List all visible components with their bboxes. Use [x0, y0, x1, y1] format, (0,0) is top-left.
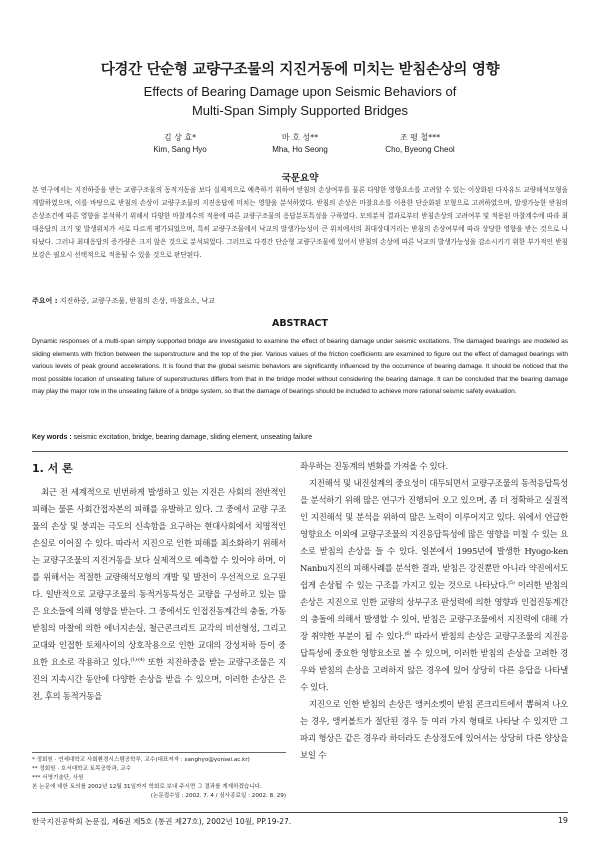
author-name-english: Cho, Byeong Cheol: [385, 145, 455, 154]
author-name-korean: 조 평 철***: [399, 133, 441, 142]
footnote: ** 정회원 · 호서대학교 토목공학과, 교수: [32, 766, 132, 772]
citation-ref: (5): [508, 580, 515, 587]
body-paragraph: 지진으로 인한 받침의 손상은 앵커소켓이 받침 콘크리트에서 뽑혀져 나오는 경우, 앵커볼트가 절단된 경우 등 여러 가지 형태로 나타날 수 있지만 그 파괴 형상은 같은 경우라 하더라도 손상정도에 있어서는 상당히 다른 양상을 보일 수: [300, 699, 568, 760]
author-2: [260, 132, 340, 156]
body-paragraph: [32, 484, 286, 705]
footnote: 본 논문에 대한 토의를 2002년 12월 31일까지 학회로 보내 주시면 그 결과를 게재하겠습니다.: [32, 784, 262, 790]
title-english: [0, 82, 600, 120]
body-text: 지진해석 및 내진설계의 중요성이 대두되면서 교량구조물의 동적응답특성을 분석하기 위해 많은 연구가 진행되어 오고 있으며, 좀 더 정확하고 실질적인 지진해석 및 분석을 위하여 많은 노력이 이루어지고 있다. 위에서 언급한 영향요소 이외에 교량구조물의 지진응답특성에 많은 영향을 미칠 수 있는 요소로 받침의 손상을 들 수 있다. 일본에서 1995년에 발생한 Hyogo-ken Nanbu지진의 피해사례를 분석한 결과, 받침은 강진뿐만 아니라 약진에서도 쉽게 손상될 수 있는 구조를 가지고 있는 것으로 나타났다.: [300, 478, 568, 590]
footer-divider: [32, 812, 568, 813]
english-keywords-label: Key words :: [32, 434, 72, 441]
author-name-korean: 마 호 성**: [281, 133, 319, 142]
english-abstract-heading: ABSTRACT: [271, 318, 329, 329]
korean-keywords: [32, 296, 215, 306]
citation-ref: (1)-(4): [130, 657, 145, 664]
author-3: [380, 132, 460, 156]
title-english-line-1: Effects of Bearing Damage upon Seismic Behaviors of: [143, 84, 457, 99]
footnote: * 정회원 · 연세대학교 사회환경시스템공학부, 교수(대표저자 : sanghyo@yonsei.ac.kr): [32, 757, 250, 763]
body-text: 따라서 받침의 손상은 교량구조물의 지진응답특성에 중요한 영향요소로 볼 수 있으며, 이러한 받침의 손상을 고려한 경우와 받침의 손상을 고려하지 않은 경우에 있어 상당히 다른 응답을 나타낼 수 있다.: [300, 631, 568, 692]
author-list: [0, 132, 600, 156]
footnote-divider: [32, 752, 286, 753]
korean-abstract-heading: 국문요약: [281, 173, 319, 184]
body-column-right: [300, 458, 568, 764]
title-english-line-2: Multi-Span Simply Supported Bridges: [191, 103, 409, 118]
body-text: 최근 전 세계적으로 빈번하게 발생하고 있는 지진은 사회의 전반적인 피해는 물론 사회간접자본의 피해를 유발하고 있다. 그 중에서 교량 구조물의 손상 및 붕괴는 극도의 신속함을 요구하는 현대사회에서 치명적인 손실로 이어질 수 있다. 따라서 지진으로 인한 피해를 최소화하기 위해서는 교량구조물의 지진거동을 보다 실제적으로 예측할 수 있어야 하며, 이를 위해서는 적절한 교량해석모형의 개발 및 발전이 우선적으로 요구된다. 일반적으로 교량구조물의 동적거동특성은 교량을 구성하고 있는 많은 요소들에 의해 영향을 받는다. 그 중에서도 인접진동계간의 충돌, 가동받침의 마찰에 의한 에너지손실, 철근콘크리트 교각의 비선형성, 그리고 교대와 인접한 토체사이의 상호작용으로 인한 교대의 강성저하 등이 중요한 요소로 작용하고 있다.: [32, 487, 286, 667]
author-1: [140, 132, 220, 156]
korean-abstract-body: 본 연구에서는 지진하중을 받는 교량구조물의 동적거동을 보다 실제적으로 예측하기 위하여 받침의 손상여부를 물론 다양한 영향요소를 고려할 수 있는 이상화된 다자유도 교량해석모형을 개발하였으며, 이를 바탕으로 받침의 손상이 교량구조물의 지진응답에 미치는 영향을 분석하였다. 받침의 손상은 마찰요소를 이용한 단순화된 모형으로 고려하였으며, 발생가능한 받침의 손상조건에 따른 영향을 분석하기 위해서 다양한 마찰계수의 적용에 따른 교량구조물의 응답분포특성을 구하였다. 모의분석 결과로부터 받침손상의 고려여부 및 적용된 마찰계수에 따라 최대응답의 크기 및 발생위치가 서로 다르게 평가되었으며, 특히 교량구조물에서 낙교의 발생가능성이 큰 위치에서의 최대상대거리는 받침의 손상여부에 따라 상당한 영향을 받는 것으로 나타났다. 그러나 최대응답의 증가량은 크지 않은 것으로 분석되었다. 그러므로 다경간 단순형 교량구조물에 있어서 받침의 손상에 따른 낙교의 발생가능성을 감소시키기 위한 부가적인 받침보강은 필요시 선택적으로 적용될 수 있을 것으로 판단된다.: [32, 186, 568, 259]
body-text: 이러한 받침의 손상은 지진으로 인한 교량의 상부구조 판성력에 의한 영향과 인접진동계간의 충돌에 의해서 발생할 수 있어, 받침은 교량구조물에서 지진력에 대해 가장 취약한 부분이 될 수 있다.: [300, 580, 568, 641]
korean-keywords-label: 주요어 :: [32, 297, 58, 305]
english-keywords: [32, 434, 312, 441]
footnote: (논문접수일 : 2002. 7. 4 / 심사종료일 : 2002. 8. 29): [150, 793, 286, 799]
body-column-left: [32, 484, 286, 705]
title-korean: 다경간 단순형 교량구조물의 지진거동에 미치는 받침손상의 영향: [100, 62, 500, 78]
body-paragraph: [300, 475, 568, 696]
citation-ref: (6): [404, 631, 411, 638]
journal-citation: 한국지진공학회 논문집, 제6권 제5호 (통권 제27호), 2002년 10월, PP.19-27.: [32, 817, 292, 826]
author-name-korean: 김 상 효*: [163, 133, 197, 142]
abstract-divider: [32, 451, 568, 452]
footnote: *** 서영기술단, 사원: [32, 775, 84, 781]
section-1-heading: 1. 서 론: [32, 462, 73, 475]
body-text: 또한 지진하중을 받는 교량구조물은 지진의 지속시간 동안에 다양한 손상을 받을 수 있으며, 이러한 손상은 은 전, 후의 동적거동을: [32, 657, 286, 701]
english-abstract-body: Dynamic responses of a multi-span simply supported bridge are investigated to examine the effect of bearing damage under seismic excitations. The damaged bearings are modeled as sliding elements with friction between the superstructure and the top of the pier. Various values of the friction coefficients are examined to figure out the effect of damaged bearings with various levels of peak ground accelerations. It is found that the global seismic behaviors are significantly influenced by the occurrence of bearing damage. It should be noticed that the most possible location of unseating failure of superstructures differs from that in the bridge model without considering the bearing damage. It can be concluded that the bearing damage may play the major role in the unseating failure of a bridge system, so that the damage of bearings should be included to achieve more rational seismic safety evaluation.: [32, 338, 568, 395]
english-keywords-text: seismic excitation, bridge, bearing damage, sliding element, unseating failure: [73, 434, 313, 441]
page-number: 19: [557, 816, 568, 825]
author-name-english: Mha, Ho Seong: [272, 145, 328, 154]
author-name-english: Kim, Sang Hyo: [153, 145, 207, 154]
footnotes: [32, 756, 286, 801]
korean-keywords-text: 지진하중, 교량구조물, 받침의 손상, 마찰요소, 낙교: [59, 297, 216, 305]
body-paragraph: 좌우하는 진동계의 변화를 가져올 수 있다.: [300, 461, 448, 471]
